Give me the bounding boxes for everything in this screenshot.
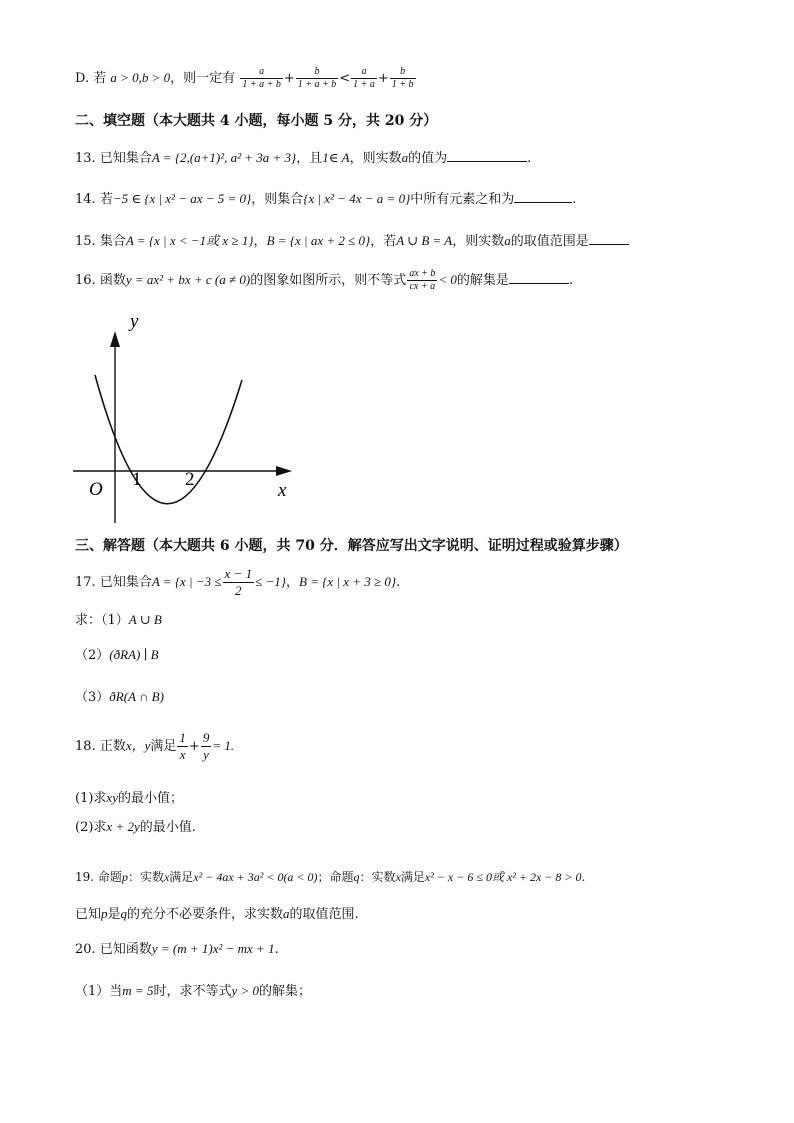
operator: + bbox=[283, 71, 295, 86]
text: ：实数 bbox=[359, 870, 396, 884]
text: 满足 bbox=[169, 870, 194, 884]
fraction bbox=[390, 66, 416, 91]
fraction bbox=[240, 66, 283, 91]
q20-part-1 bbox=[75, 980, 311, 999]
text: 是 bbox=[107, 907, 121, 922]
q17-part-2 bbox=[75, 644, 159, 663]
text: ， bbox=[285, 575, 299, 590]
math-expr: A ∪ B bbox=[128, 612, 162, 627]
operator: + bbox=[188, 739, 200, 754]
question-number: 15. bbox=[75, 234, 96, 249]
operator: + bbox=[377, 71, 389, 86]
math-expr: m = 5 bbox=[122, 983, 154, 998]
math-expr: = 1. bbox=[212, 738, 235, 753]
text: 的最小值； bbox=[117, 791, 183, 806]
math-expr: x + 2y bbox=[106, 819, 140, 834]
text: ，则实数 bbox=[349, 151, 402, 166]
text: (2)求 bbox=[75, 820, 107, 835]
q17-part-3 bbox=[75, 686, 164, 705]
text: 的图象如图所示，则不等式 bbox=[250, 273, 407, 288]
math-expr: (ðRA) ∣ B bbox=[109, 647, 159, 662]
text: 函数 bbox=[99, 273, 126, 288]
fraction bbox=[351, 66, 377, 91]
numerator: b bbox=[296, 66, 339, 79]
root-1-label: 1 bbox=[132, 469, 142, 490]
parabola-graph bbox=[70, 305, 300, 530]
math-expr: ≤ −1} bbox=[255, 574, 286, 589]
numerator: b bbox=[390, 66, 416, 79]
math-expr: A = {x | −3 ≤ bbox=[151, 574, 222, 589]
denominator: 1 + a + b bbox=[297, 79, 337, 90]
text: 的充分不必要条件，求实数 bbox=[127, 907, 284, 922]
text: 的最小值． bbox=[139, 820, 205, 835]
fraction bbox=[223, 566, 255, 599]
question-19-line-2 bbox=[75, 903, 359, 922]
q18-part-2 bbox=[75, 816, 205, 835]
math-expr: y = ax² + bx + c (a ≠ 0) bbox=[125, 272, 251, 287]
text: 集合 bbox=[99, 234, 126, 249]
text: ，则实数 bbox=[452, 234, 505, 249]
text: 满足 bbox=[150, 739, 177, 754]
text: 求：（1） bbox=[75, 613, 129, 628]
text: ；命题 bbox=[317, 870, 354, 884]
q17-part-1 bbox=[75, 609, 162, 628]
math-expr: x bbox=[395, 870, 401, 884]
root-2-label: 2 bbox=[185, 469, 195, 490]
text: 满足 bbox=[400, 870, 425, 884]
math-expr: −5 ∈ {x | x² − ax − 5 = 0} bbox=[112, 191, 252, 206]
numerator: 9 bbox=[202, 730, 210, 745]
text: . bbox=[274, 942, 279, 957]
fraction bbox=[201, 730, 212, 763]
text: 的解集是 bbox=[456, 273, 509, 288]
text: ，且 bbox=[296, 151, 323, 166]
q18-part-1 bbox=[75, 787, 183, 806]
numerator: a bbox=[240, 66, 283, 79]
denominator: 2 bbox=[235, 583, 242, 598]
numerator: x − 1 bbox=[224, 566, 253, 581]
text: 若 bbox=[99, 192, 113, 207]
text: 已知集合 bbox=[99, 575, 152, 590]
q12-option-d bbox=[75, 66, 417, 91]
denominator: 1 + a + b bbox=[242, 79, 281, 90]
answer-blank[interactable] bbox=[514, 190, 572, 203]
text: 的解集； bbox=[259, 984, 312, 999]
denominator: x bbox=[179, 747, 186, 762]
condition: a > 0,b > 0 bbox=[110, 70, 171, 85]
math-expr: a bbox=[504, 233, 511, 248]
question-19 bbox=[75, 868, 585, 885]
question-20 bbox=[75, 938, 279, 957]
text: 时，求不等式 bbox=[153, 984, 232, 999]
text: （3） bbox=[75, 690, 110, 705]
math-expr: a bbox=[283, 906, 290, 921]
fraction bbox=[407, 268, 437, 293]
text: ，若 bbox=[370, 234, 397, 249]
question-number: 19. bbox=[75, 870, 95, 884]
math-expr: A = {2,(a+1)², a² + 3a + 3} bbox=[151, 150, 297, 165]
question-18 bbox=[75, 730, 234, 763]
text: 中所有元素之和为 bbox=[410, 192, 515, 207]
math-expr: xy bbox=[106, 790, 118, 805]
numerator: a bbox=[351, 66, 377, 79]
text: ， bbox=[253, 234, 267, 249]
math-expr: x² − 4ax + 3a² < 0(a < 0) bbox=[193, 870, 318, 884]
math-expr: x² − x − 6 ≤ 0或 x² + 2x − 8 > 0 bbox=[424, 870, 582, 884]
math-expr: x bbox=[163, 870, 170, 884]
math-expr: x，y bbox=[125, 738, 151, 753]
math-expr: A ∪ B = A bbox=[396, 233, 453, 248]
text: 的值为 bbox=[408, 151, 448, 166]
math-expr: ðR(A ∩ B) bbox=[109, 689, 164, 704]
text: 正数 bbox=[99, 739, 126, 754]
math-expr: q bbox=[120, 906, 128, 921]
text: . bbox=[581, 870, 586, 884]
text: 的取值范围是 bbox=[510, 234, 589, 249]
operator: < bbox=[339, 71, 351, 86]
question-17 bbox=[75, 566, 400, 599]
text: （2） bbox=[75, 648, 110, 663]
y-axis-label: y bbox=[130, 311, 139, 332]
text: (1)求 bbox=[75, 791, 107, 806]
math-expr: 1∈ A bbox=[322, 150, 350, 165]
question-number: 20. bbox=[75, 942, 96, 957]
math-expr: B = {x | x + 3 ≥ 0} bbox=[298, 574, 397, 589]
answer-blank[interactable] bbox=[447, 149, 527, 162]
denominator: y bbox=[203, 747, 209, 762]
question-13 bbox=[75, 147, 531, 166]
question-number: 16. bbox=[75, 273, 96, 288]
text: （1）当 bbox=[75, 984, 123, 999]
fraction bbox=[177, 730, 188, 763]
math-expr: < 0 bbox=[438, 272, 457, 287]
text: ，则集合 bbox=[251, 192, 304, 207]
math-expr: y = (m + 1)x² − mx + 1 bbox=[151, 941, 275, 956]
text: 已知 bbox=[75, 907, 102, 922]
text: . bbox=[572, 192, 577, 207]
fraction bbox=[296, 66, 339, 91]
text: . bbox=[527, 151, 532, 166]
question-16 bbox=[75, 268, 573, 293]
text: ：实数 bbox=[127, 870, 164, 884]
math-expr: a bbox=[401, 150, 409, 165]
text: ，则一定有 bbox=[170, 71, 236, 86]
x-axis-arrow-icon bbox=[276, 466, 292, 476]
math-expr: A = {x | x < −1或 x ≥ 1} bbox=[125, 233, 254, 248]
question-number: 13. bbox=[75, 151, 96, 166]
origin-label: O bbox=[89, 479, 103, 500]
math-expr: B = {x | ax + 2 ≤ 0} bbox=[266, 233, 371, 248]
denominator: cx + a bbox=[409, 281, 436, 292]
answer-blank[interactable] bbox=[589, 232, 629, 245]
numerator: ax + b bbox=[409, 268, 436, 279]
question-14 bbox=[75, 188, 576, 207]
denominator: 1 + b bbox=[391, 79, 414, 90]
denominator: 1 + a bbox=[353, 79, 375, 90]
numerator: 1 bbox=[179, 730, 186, 745]
math-expr: q bbox=[353, 870, 360, 884]
math-expr: {x | x² − 4x − a = 0} bbox=[303, 191, 411, 206]
text: 已知函数 bbox=[99, 942, 152, 957]
text: . bbox=[568, 273, 574, 288]
math-expr: p bbox=[121, 870, 128, 884]
text: . bbox=[396, 575, 401, 590]
x-axis-label: x bbox=[278, 480, 287, 501]
option-label: D. 若 bbox=[75, 71, 107, 86]
text: 命题 bbox=[97, 870, 122, 884]
section-2-title: 二、填空题（本大题共 4 小题，每小题 5 分，共 20 分） bbox=[75, 113, 438, 129]
text: 已知集合 bbox=[99, 151, 152, 166]
question-15 bbox=[75, 230, 629, 249]
answer-blank[interactable] bbox=[509, 271, 569, 284]
parabola-curve bbox=[95, 375, 242, 504]
math-expr: y > 0 bbox=[231, 983, 260, 998]
text: 的取值范围. bbox=[289, 907, 359, 922]
question-number: 17. bbox=[75, 575, 96, 590]
math-expr: p bbox=[101, 906, 108, 921]
y-axis-arrow-icon bbox=[110, 331, 120, 347]
question-number: 14. bbox=[75, 192, 96, 207]
section-3-title: 三、解答题（本大题共 6 小题，共 70 分．解答应写出文字说明、证明过程或验算步骤） bbox=[75, 538, 628, 554]
question-number: 18. bbox=[75, 739, 96, 754]
